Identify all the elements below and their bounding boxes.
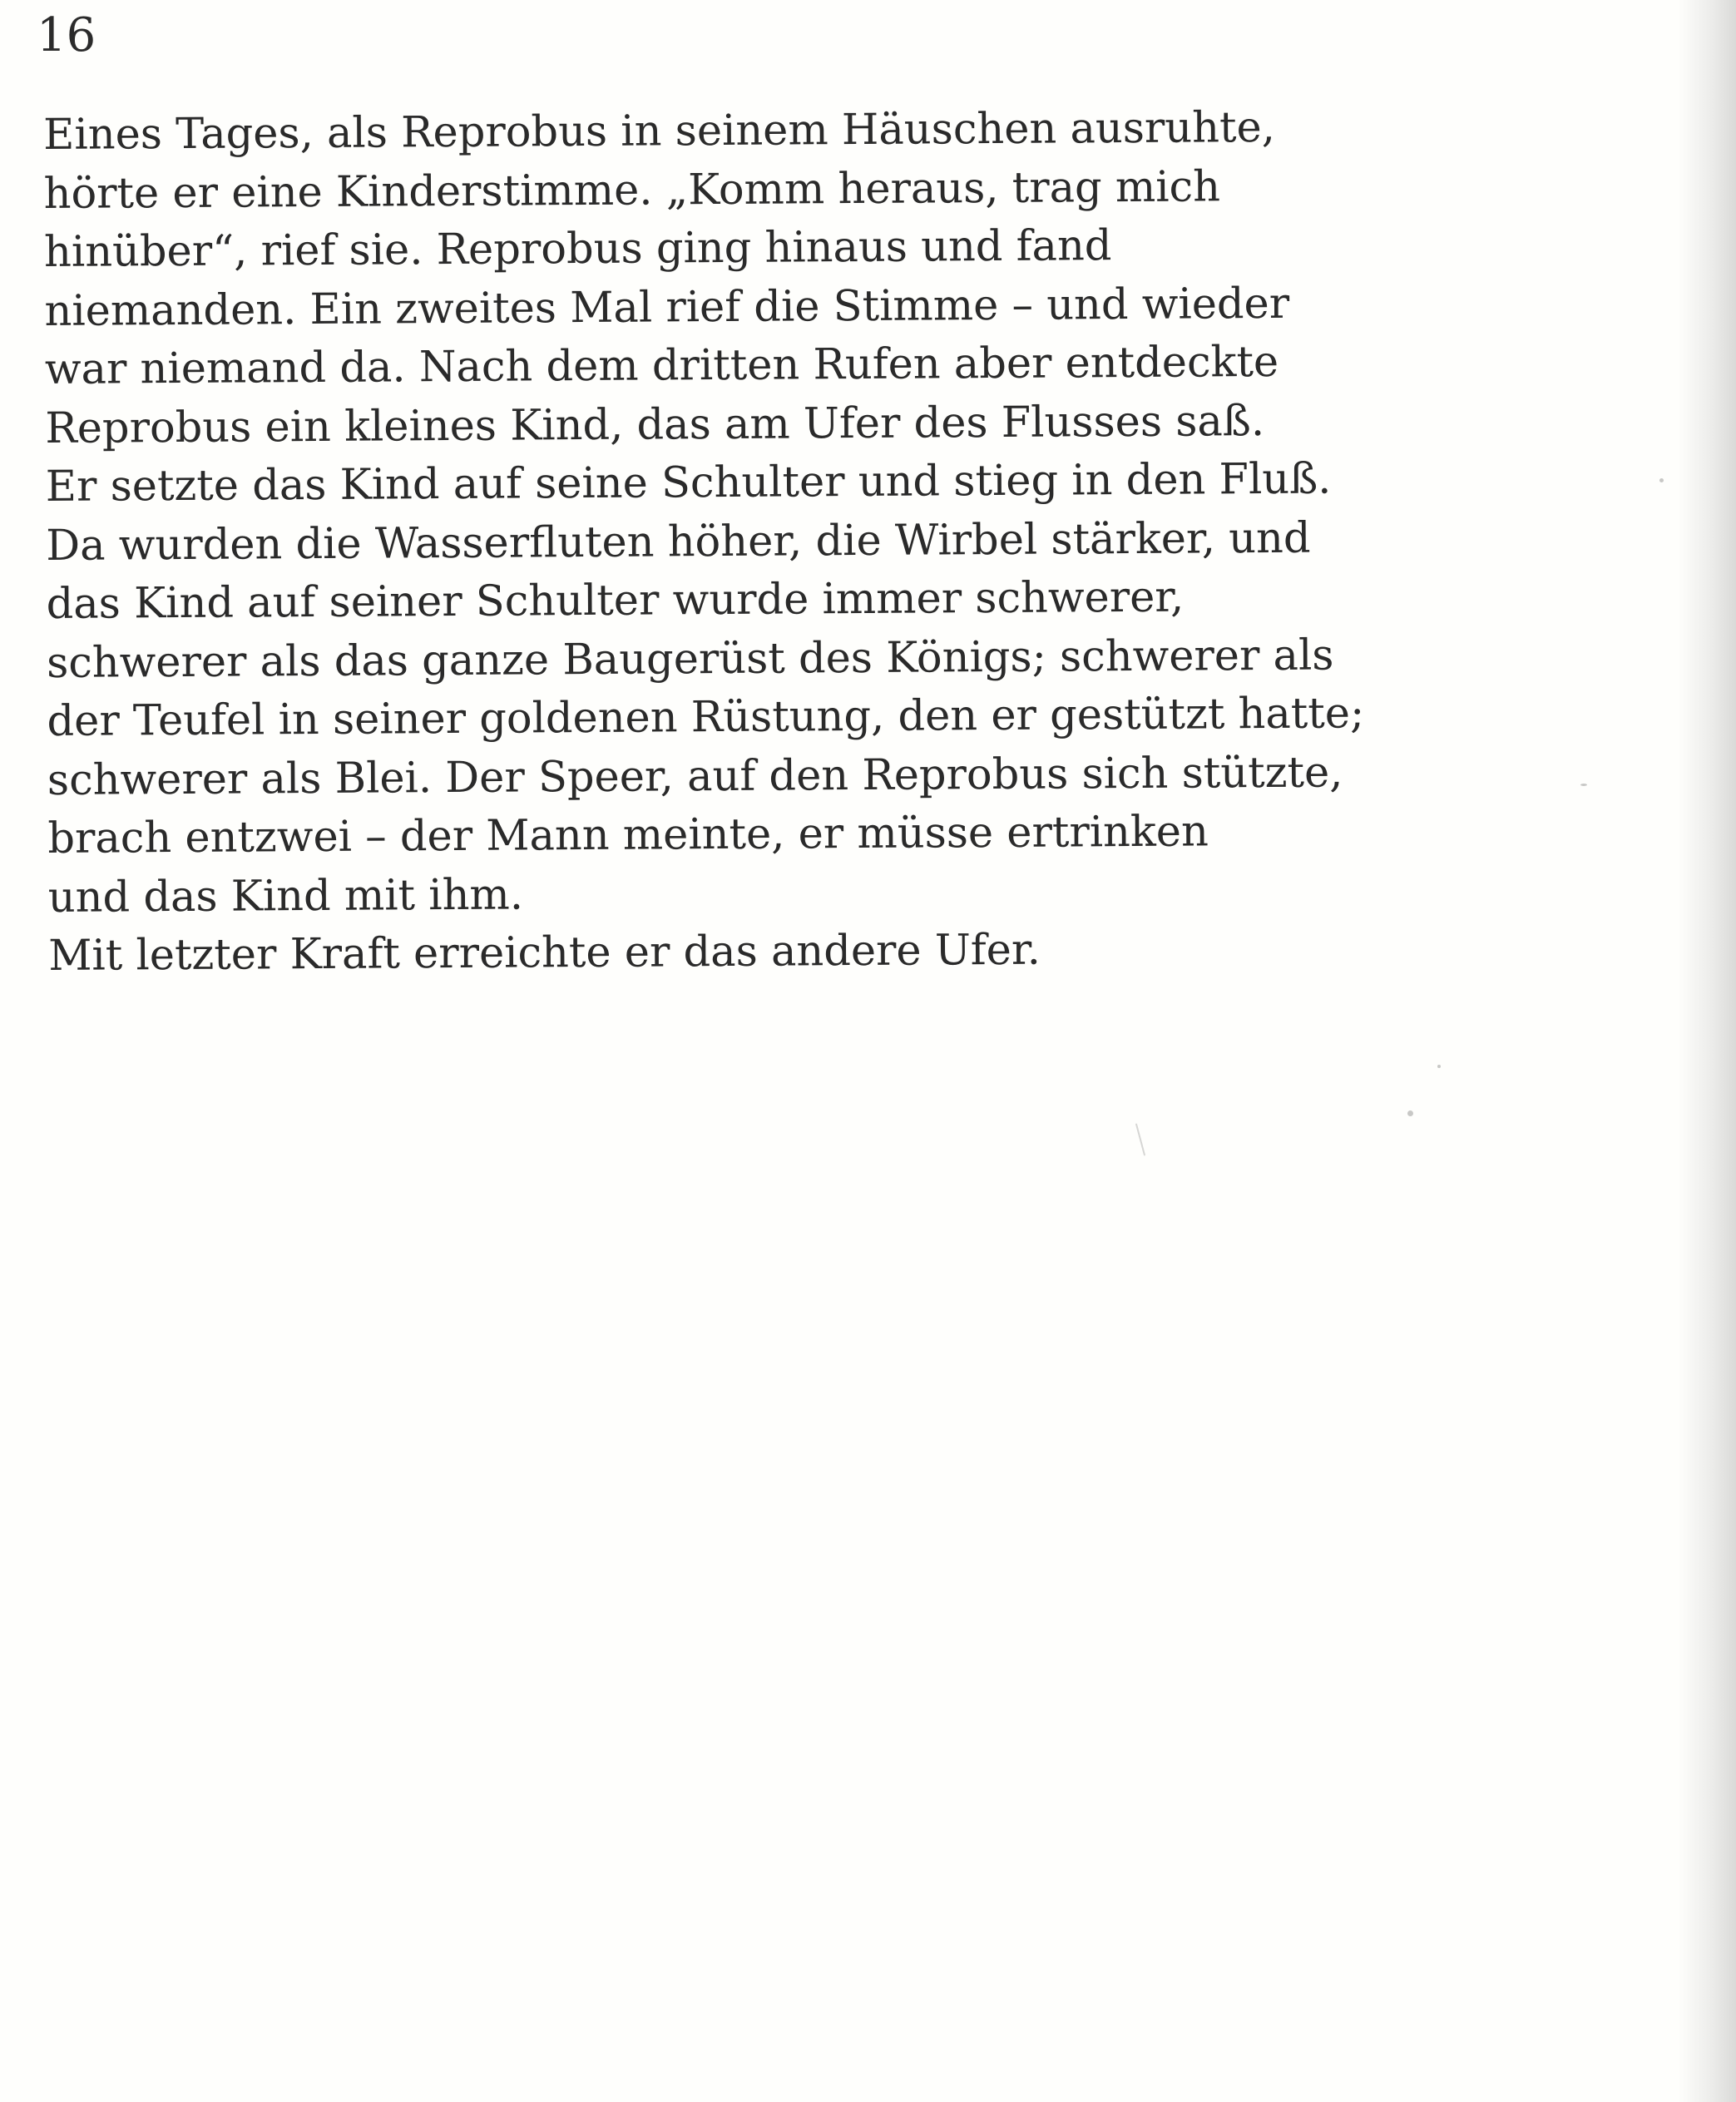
- text-line: schwerer als das ganze Baugerüst des Königs; schwerer als: [46, 631, 1334, 688]
- text-line: niemanden. Ein zweites Mal rief die Stimme – und wieder: [44, 279, 1290, 336]
- text-line: war niemand da. Nach dem dritten Rufen aber entdeckte: [44, 337, 1279, 394]
- text-line: brach entzwei – der Mann meinte, er müsse ertrinken: [47, 807, 1209, 863]
- page-edge-shadow: [1678, 0, 1736, 2102]
- paper-speck: [1407, 1110, 1413, 1116]
- text-line: schwerer als Blei. Der Speer, auf den Reprobus sich stützte,: [47, 747, 1343, 805]
- text-line: Er setzte das Kind auf seine Schulter und stieg in den Fluß.: [45, 454, 1332, 512]
- text-line: Da wurden die Wasserfluten höher, die Wirbel stärker, und: [46, 513, 1311, 571]
- text-line: und das Kind mit ihm.: [47, 869, 524, 922]
- text-line: das Kind auf seiner Schulter wurde immer schwerer,: [46, 572, 1185, 629]
- text-line: hinüber“, rief sie. Reprobus ging hinaus und fand: [43, 221, 1112, 277]
- paper-speck: [1659, 478, 1664, 482]
- text-line: hörte er eine Kinderstimme. „Komm heraus, trag mich: [43, 161, 1221, 219]
- text-line: Mit letzter Kraft erreichte er das andere Ufer.: [48, 925, 1041, 981]
- paper-speck: [1437, 1065, 1441, 1068]
- text-line: Eines Tages, als Reprobus in seinem Häuschen ausruhte,: [43, 102, 1276, 160]
- body-text: [43, 98, 1462, 987]
- page-number: 16: [37, 8, 96, 62]
- text-line: der Teufel in seiner goldenen Rüstung, den er gestützt hatte;: [47, 689, 1365, 746]
- paper-speck: [1580, 784, 1587, 786]
- text-line: Reprobus ein kleines Kind, das am Ufer des Flusses saß.: [45, 396, 1265, 453]
- paper-speck: [1135, 1123, 1145, 1155]
